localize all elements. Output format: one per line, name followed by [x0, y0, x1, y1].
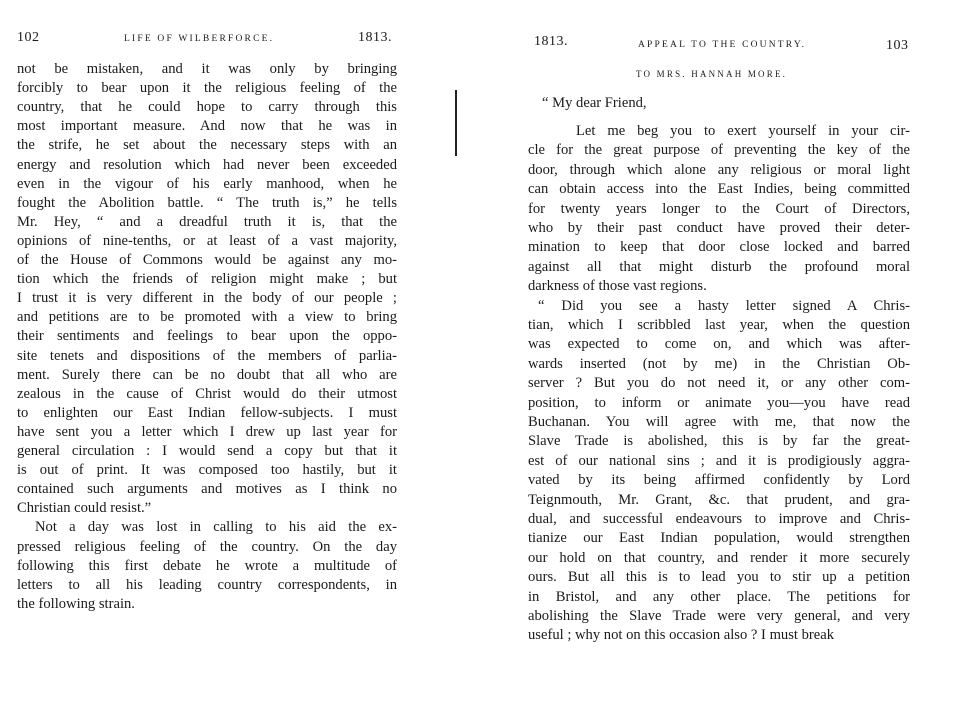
text-line: est of our national sins ; and it is prodigiously aggra-	[528, 452, 910, 469]
right-year: 1813.	[534, 34, 568, 49]
text-line: zealous in the cause of Christ would do their utmost	[17, 385, 397, 402]
text-line: ment. Surely there can be no doubt that all who are	[17, 366, 397, 383]
text-line: of the House of Commons would be against any mo-	[17, 252, 397, 268]
text-line: is out of print. It was composed too hastily, but it	[17, 462, 397, 479]
text-line: position, to inform or animate you—you have read	[528, 394, 910, 411]
text-line: fought the Abolition battle. “ The truth is,” he tells	[17, 194, 397, 211]
text-line: tianize our East Indian population, would strengthen	[528, 530, 910, 547]
text-line: I trust it is very different in the body of our people ;	[17, 290, 397, 307]
text-line: the following strain.	[17, 595, 135, 612]
text-line: site tenets and dispositions of the members of parlia-	[17, 347, 397, 364]
letter-salutation: “ My dear Friend,	[542, 95, 647, 111]
text-line: letters to all his leading country correspondents, in	[17, 576, 397, 593]
left-running-head: LIFE OF WILBERFORCE.	[124, 34, 275, 44]
text-line: tian, which I scribbled last year, when the question	[528, 317, 910, 333]
text-line: mination to keep that door close locked and barred	[528, 239, 910, 256]
text-line: Mr. Hey, “ and a dreadful truth it is, that the	[17, 213, 397, 230]
right-page	[490, 0, 980, 705]
text-line: our hold on that country, and render it more securely	[528, 549, 910, 566]
text-line: ours. But all this is to lead you to stir up a petition	[528, 569, 910, 586]
text-line: Not a day was lost in calling to his aid the ex-	[35, 519, 397, 536]
text-line: contained such arguments and motives as I think no	[17, 481, 397, 498]
text-line: in Bristol, and any other place. The petitions for	[528, 588, 910, 605]
text-line: Let me beg you to exert yourself in your cir-	[576, 123, 910, 139]
text-line: not be mistaken, and it was only by bringing	[17, 61, 397, 77]
text-line: cle for the great purpose of preventing the key of the	[528, 142, 910, 159]
text-line: against all that might disturb the profound moral	[528, 258, 910, 275]
text-line: for twenty years longer to the Court of Directors,	[528, 200, 910, 217]
text-line: tion which the friends of religion might make ; but	[17, 271, 397, 288]
text-line: wards inserted (not by me) in the Christian Ob-	[528, 355, 910, 372]
text-line: Christian could resist.”	[17, 500, 152, 517]
text-line: Slave Trade is abolished, this is by far the great-	[528, 433, 910, 450]
text-line: Teignmouth, Mr. Grant, &c. that prudent, and gra-	[528, 491, 910, 508]
text-line: general circulation : I would send a copy but that it	[17, 443, 397, 459]
text-line: energy and resolution which had never been exceeded	[17, 156, 397, 173]
text-line: their sentiments and feelings to bear upon the oppo-	[17, 328, 397, 345]
left-page	[0, 0, 470, 705]
right-running-head: APPEAL TO THE COUNTRY.	[638, 40, 807, 50]
text-line: to enlighten our East Indian fellow-subjects. I must	[17, 404, 397, 421]
text-line: forcibly to bear upon it the religious feeling of the	[17, 80, 397, 97]
text-line: following this first debate he wrote a multitude of	[17, 557, 397, 574]
text-line: can obtain access into the East Indies, being committed	[528, 181, 910, 198]
text-line: and petitions are to be promoted with a view to bring	[17, 309, 397, 326]
text-line: door, through which alone any religious or moral light	[528, 161, 910, 178]
text-line: useful ; why not on this occasion also ? I must break	[528, 627, 835, 644]
text-line: the strife, he set about the necessary steps with an	[17, 137, 397, 154]
text-line: darkness of those vast regions.	[528, 278, 707, 295]
text-line: country, that he could hope to carry through this	[17, 99, 397, 116]
text-line: pressed religious feeling of the country. On the day	[17, 538, 397, 555]
text-line: abolishing the Slave Trade were very general, and very	[528, 608, 910, 624]
text-line: was expected to come on, and which was after-	[528, 336, 910, 353]
text-line: dual, and successful endeavours to improve and Chris-	[528, 511, 910, 527]
right-page-number: 103	[886, 38, 909, 53]
text-line: who by their past conduct have proved their deter-	[528, 220, 910, 236]
text-line: Buchanan. You will agree with me, that now the	[528, 414, 910, 430]
left-year: 1813.	[358, 30, 392, 45]
text-line: opinions of nine-tenths, or at least of a vast majority,	[17, 232, 397, 249]
gutter-rule	[455, 90, 457, 156]
letter-subheading: TO MRS. HANNAH MORE.	[636, 69, 788, 79]
text-line: “ Did you see a hasty letter signed A Chris-	[538, 297, 910, 314]
text-line: most important measure. And now that he was in	[17, 118, 397, 135]
text-line: server ? But you do not need it, or any other com-	[528, 375, 910, 392]
left-page-number: 102	[17, 30, 40, 45]
text-line: even in the vigour of his early manhood, when he	[17, 175, 397, 192]
text-line: have sent you a letter which I drew up last year for	[17, 423, 397, 440]
text-line: vated by its being affirmed confidently by Lord	[528, 472, 910, 489]
